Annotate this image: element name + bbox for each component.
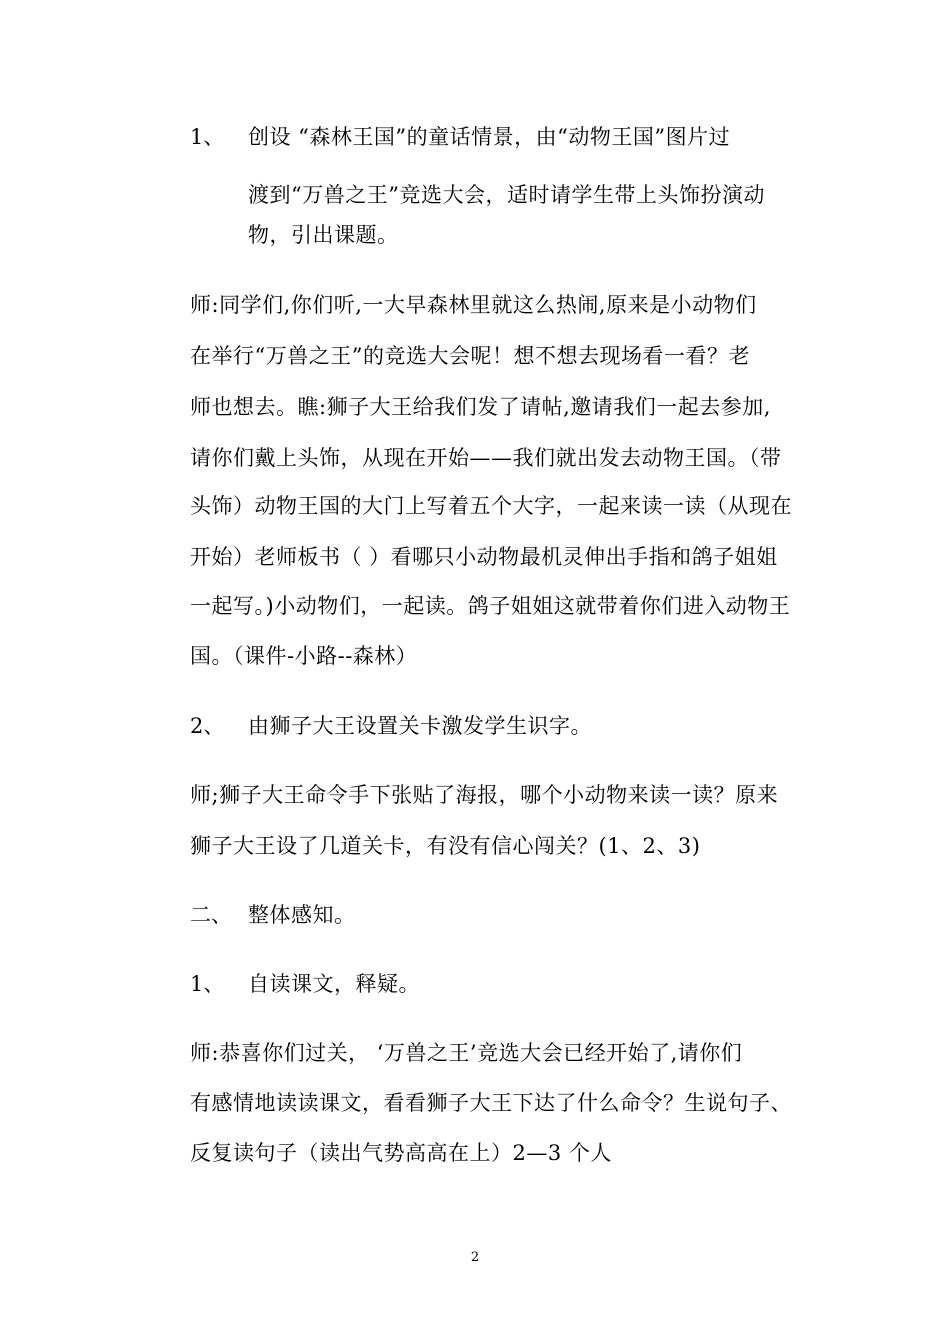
paragraph-line: 国。（课件-小路--森林） [190,644,418,668]
item-number: 1、 [190,125,225,149]
section-heading: 整体感知。 [248,903,356,927]
item-number: 1、 [190,972,225,996]
paragraph-line: 一起写。)小动物们，一起读。鸽子姐姐这就带着你们进入动物王 [190,594,791,618]
paragraph-line: 头饰）动物王国的大门上写着五个大字，一起来读一读（从现在 [190,494,792,518]
paragraph-line: 师:恭喜你们过关， ‘万兽之王’竞选大会已经开始了,请你们 [190,1041,743,1065]
page-number: 2 [470,1250,480,1265]
item-text: 由狮子大王设置关卡激发学生识字。 [248,714,592,738]
item-number: 2、 [190,714,225,738]
paragraph-line: 师;狮子大王命令手下张贴了海报，哪个小动物来读一读？原来 [190,783,779,807]
paragraph-line: 反复读句子（读出气势高高在上）2—3 个人 [190,1141,612,1165]
paragraph-line: 请你们戴上头饰，从现在开始——我们就出发去动物王国。（带 [190,446,782,470]
paragraph-line: 师:同学们,你们听,一大早森林里就这么热闹,原来是小动物们 [190,293,757,317]
paragraph-line: 师也想去。瞧:狮子大王给我们发了请帖,邀请我们一起去参加, [190,395,771,419]
paragraph-line: 在举行“万兽之王”的竞选大会呢！想不想去现场看一看？老 [190,344,750,368]
item-text: 自读课文，释疑。 [248,972,420,996]
item-text-line: 创设 “森林王国”的童话情景，由“动物王国”图片过 [248,125,731,149]
paragraph-line: 狮子大王设了几道关卡，有没有信心闯关？(1、2、3) [190,834,701,858]
item-text-line: 物，引出课题。 [248,223,399,247]
paragraph-line: 开始）老师板书（ ）看哪只小动物最机灵伸出手指和鸽子姐姐 [190,545,778,569]
paragraph-line: 有感情地读读课文，看看狮子大王下达了什么命令？生说句子、 [190,1091,792,1115]
section-number: 二、 [190,903,232,927]
item-text-line: 渡到“万兽之王”竞选大会，适时请学生带上头饰扮演动 [248,183,765,207]
